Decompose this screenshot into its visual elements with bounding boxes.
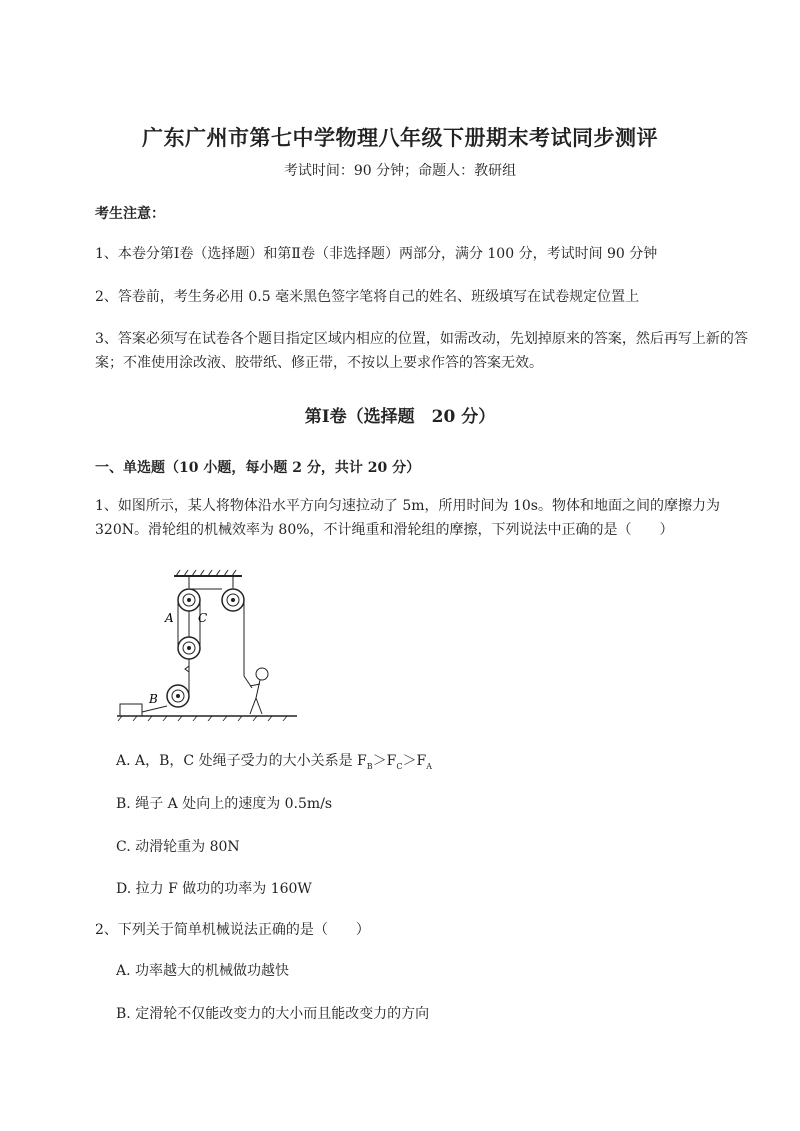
question-2-option-a[interactable]: A. 功率越大的机械做功越快 [116,963,290,979]
label-c: C [198,611,208,625]
page-title: 广东广州市第七中学物理八年级下册期末考试同步测评 [142,125,658,150]
notice-heading: 考生注意： [95,206,165,222]
greater-than-1: ＞F [372,753,397,769]
label-a: A [165,611,174,625]
question-1-option-d[interactable]: D. 拉力 F 做功的功率为 160W [116,881,312,897]
question-2-option-b[interactable]: B. 定滑轮不仅能改变力的大小而且能改变力的方向 [116,1006,430,1022]
subscript-c: C [396,761,403,771]
notice-item-1: 1、本卷分第Ⅰ卷（选择题）和第Ⅱ卷（非选择题）两部分，满分 100 分，考试时间 90 分钟 [95,246,658,262]
subscript-b: B [366,761,373,771]
section-title: 第Ⅰ卷（选择题 20 分） [304,407,496,427]
question-2-stem: 2、下列关于简单机械说法正确的是（ ） [95,922,370,938]
question-1-stem: 1、如图所示，某人将物体沿水平方向匀速拉动了 5m，所用时间为 10s。物体和地面之间的摩擦力为 320N。滑轮组的机械效率为 80%，不计绳重和滑轮组的摩擦，下列说法中正确的是（ ） [95,498,720,538]
question-1-option-a[interactable] [116,750,432,771]
option-a-text: A. A，B，C 处绳子受力的大小关系是 F [116,753,367,769]
exam-info: 考试时间：90 分钟；命题人：教研组 [283,163,517,179]
notice-item-3: 3、答案必须写在试卷各个题目指定区域内相应的位置，如需改动，先划掉原来的答案，然后再写上新的答案；不准使用涂改液、胶带纸、修正带，不按以上要求作答的答案无效。 [95,331,748,371]
question-1-option-c[interactable]: C. 动滑轮重为 80N [116,839,240,855]
part-heading: 一、单选题（10 小题，每小题 2 分，共计 20 分） [95,460,421,476]
notice-item-2: 2、答卷前，考生务必用 0.5 毫米黑色签字笔将自己的姓名、班级填写在试卷规定位置上 [95,289,640,305]
question-1-option-b[interactable]: B. 绳子 A 处向上的速度为 0.5m/s [116,796,333,812]
greater-than-2: ＞F [402,753,427,769]
subscript-a: A [426,761,432,771]
pulley-diagram [112,566,302,721]
label-b: B [149,692,158,706]
